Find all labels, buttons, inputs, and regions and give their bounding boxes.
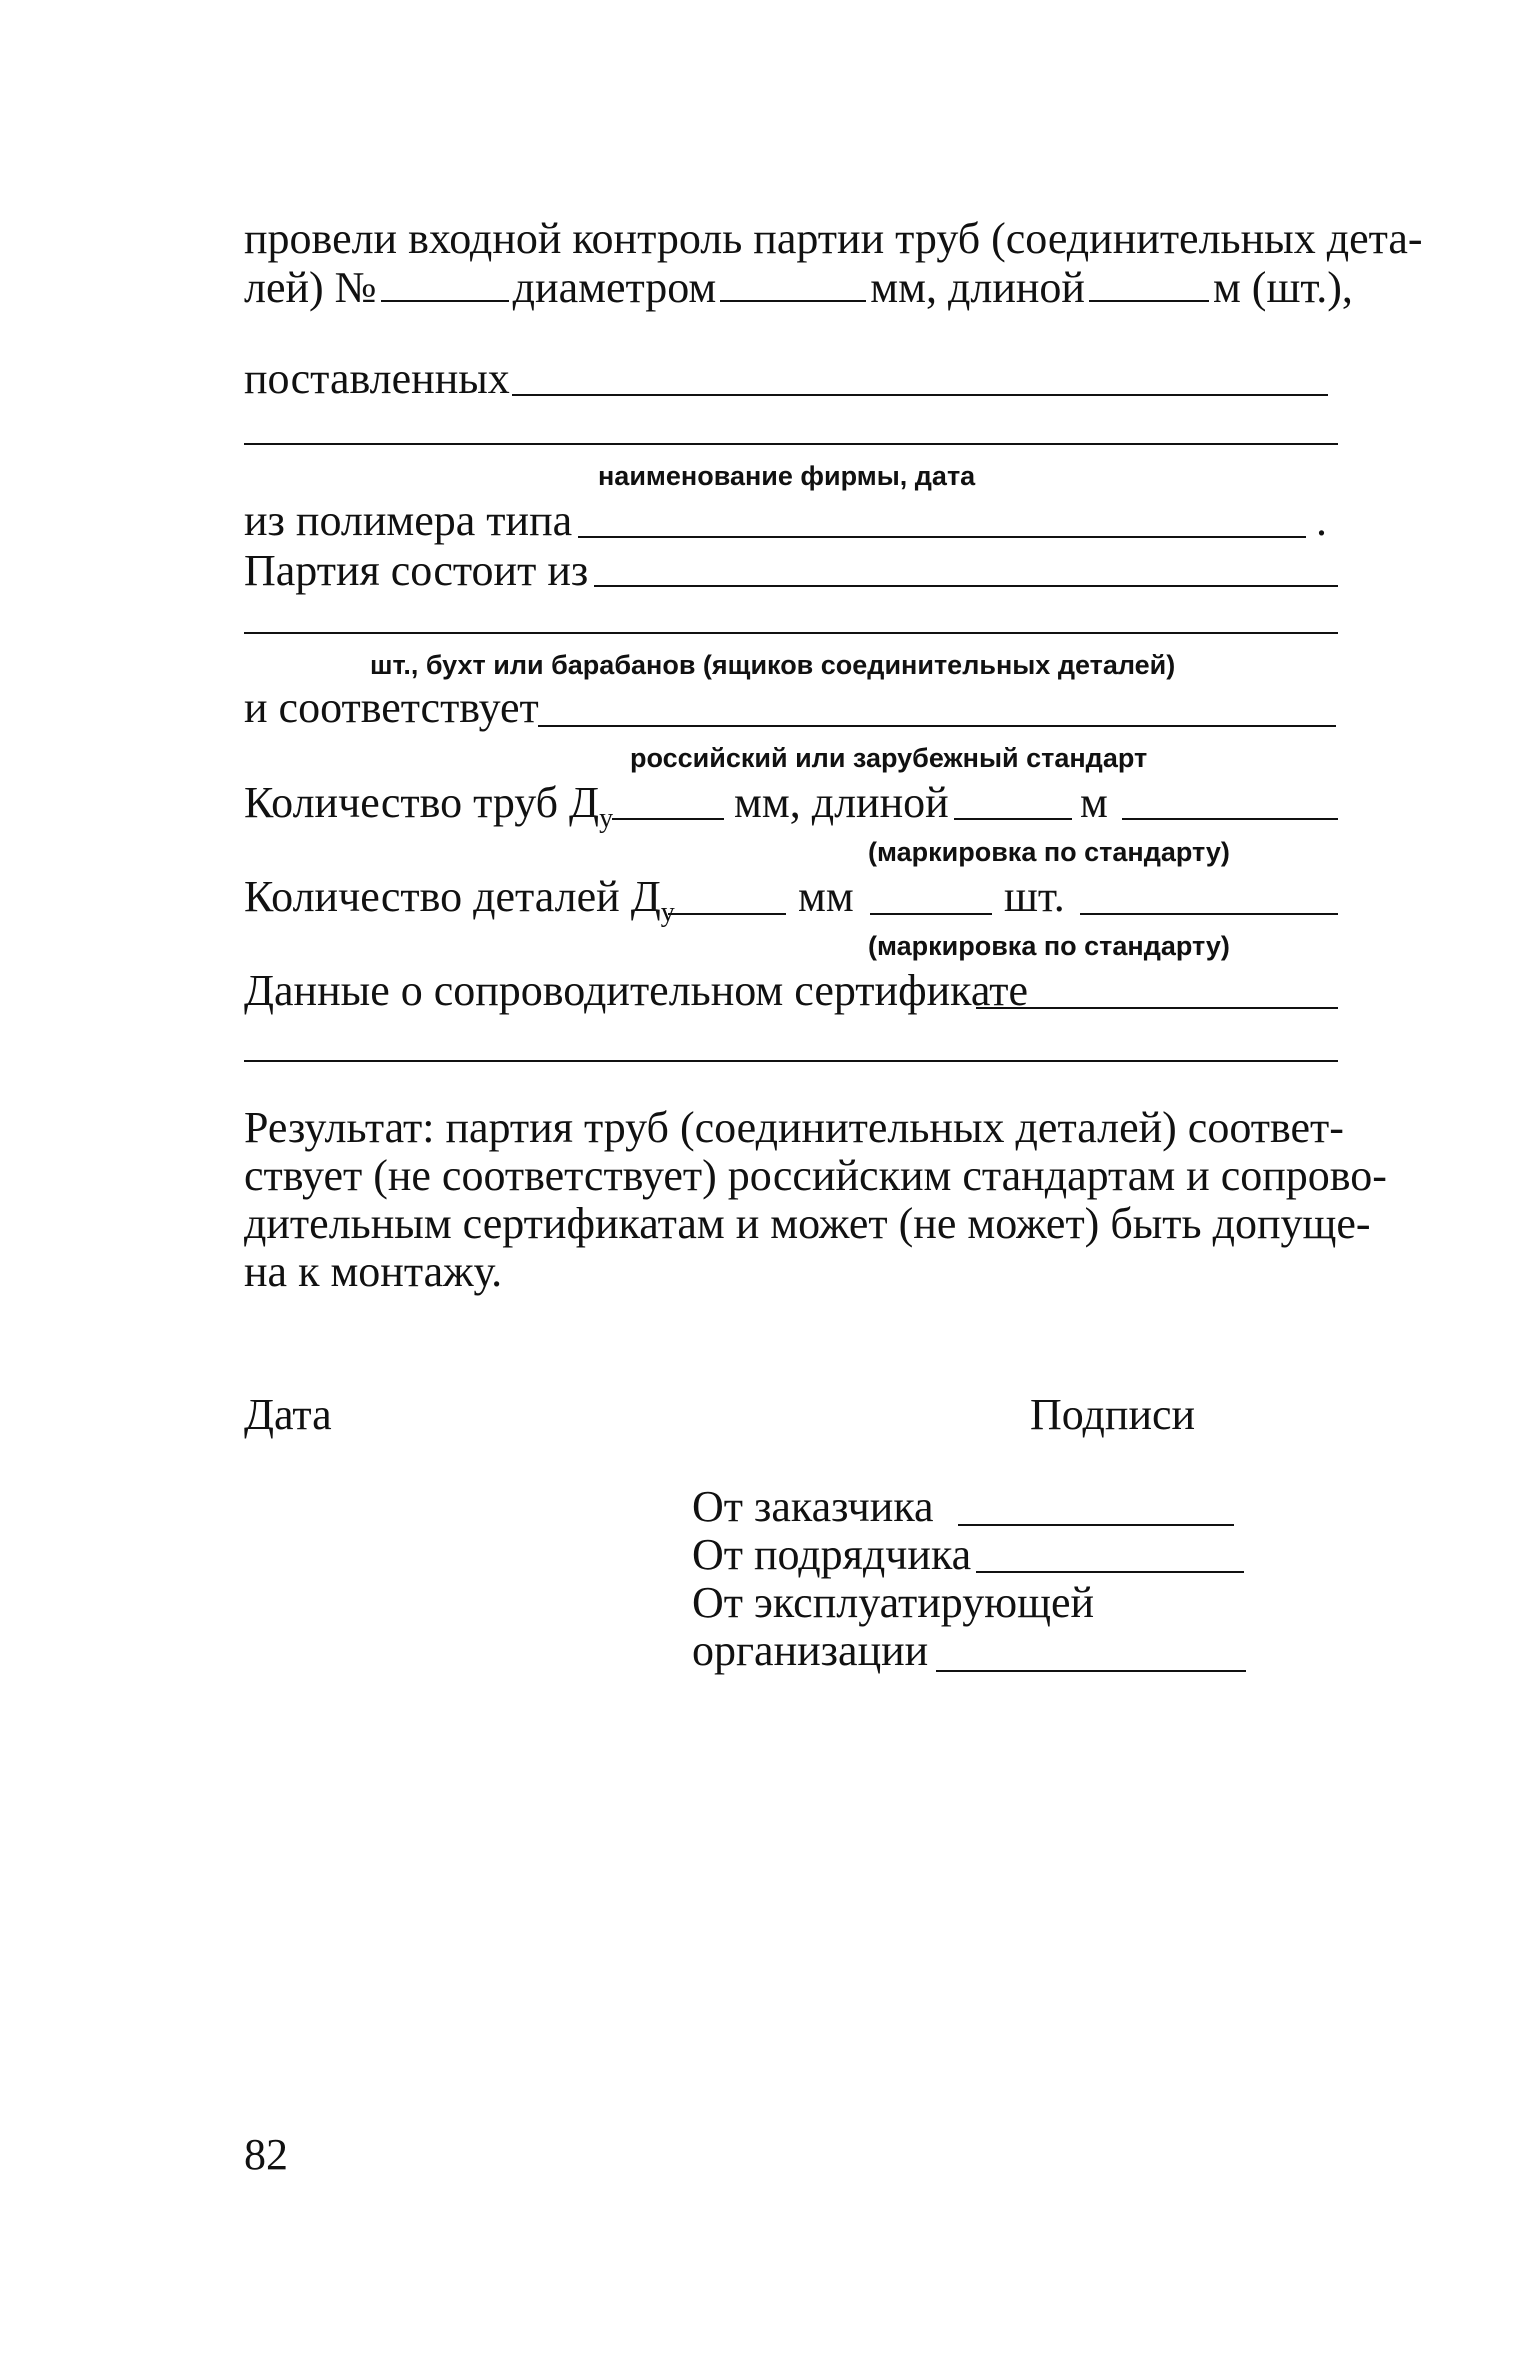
form-line-1 — [244, 214, 1423, 264]
contractor-signature-label: От подрядчика — [692, 1530, 972, 1579]
pipes-m-label: м — [1080, 778, 1108, 827]
parts-mm-label: мм — [798, 872, 854, 921]
form-text: провели входной контроль партии труб (соединительных дета- — [244, 214, 1423, 263]
pipes-diameter-blank[interactable] — [612, 818, 724, 820]
polymer-line — [244, 496, 572, 546]
result-line-4: на к монтажу. — [244, 1247, 503, 1296]
cert-blank-2[interactable] — [244, 1060, 1338, 1062]
pipes-line — [244, 778, 614, 834]
pipes-marking-blank[interactable] — [1122, 818, 1338, 820]
result-line-1: Результат: партия труб (соединительных деталей) соответ- — [244, 1103, 1344, 1152]
units-label: м (шт.), — [1212, 263, 1353, 312]
length-label: мм, длиной — [870, 263, 1085, 312]
batch-blank[interactable] — [594, 585, 1338, 587]
operator-signature-label-2: организации — [692, 1626, 929, 1675]
complies-line — [244, 683, 539, 733]
supplied-label: поставленных — [244, 354, 510, 403]
count-caption: шт., бухт или барабанов (ящиков соединительных деталей) — [370, 650, 1176, 680]
parts-diameter-blank[interactable] — [668, 913, 786, 915]
parts-marking-blank[interactable] — [1080, 913, 1338, 915]
page-number: 82 — [244, 2130, 288, 2179]
batch-number-blank[interactable] — [381, 262, 509, 302]
form-line-2 — [244, 262, 1353, 313]
standard-blank[interactable] — [538, 725, 1336, 727]
cert-line — [244, 966, 1028, 1016]
result-line-3: дительным сертификатам и может (не может) быть допуще- — [244, 1199, 1371, 1248]
pipes-subscript: у — [599, 803, 614, 834]
date-label: Дата — [244, 1390, 332, 1439]
polymer-period: . — [1316, 496, 1327, 545]
cert-blank[interactable] — [976, 1007, 1338, 1009]
parts-subscript: у — [660, 897, 675, 928]
batch-number-label: лей) № — [244, 263, 377, 312]
customer-signature-label: От заказчика — [692, 1482, 934, 1531]
cert-label: Данные о сопроводительном сертификате — [244, 966, 1028, 1015]
pipes-label: Количество труб Д — [244, 778, 600, 827]
result-line-2: ствует (не соответствует) российским стандартам и сопрово- — [244, 1151, 1387, 1200]
polymer-blank[interactable] — [578, 536, 1306, 538]
firm-caption: наименование фирмы, дата — [598, 461, 976, 491]
result-paragraph — [244, 1103, 1387, 1296]
diameter-label: диаметром — [512, 263, 717, 312]
supplied-blank[interactable] — [512, 394, 1328, 396]
parts-pcs-label: шт. — [1004, 872, 1065, 921]
parts-label: Количество деталей Д — [244, 872, 661, 921]
pipes-length-blank[interactable] — [954, 818, 1072, 820]
marking-caption-1: (маркировка по стандарту) — [868, 837, 1230, 867]
parts-count-blank[interactable] — [870, 913, 992, 915]
batch-blank-2[interactable] — [244, 632, 1338, 634]
diameter-blank[interactable] — [720, 262, 866, 302]
batch-label: Партия состоит из — [244, 546, 589, 595]
signatures-label: Подписи — [1030, 1390, 1196, 1439]
batch-line — [244, 546, 588, 596]
standard-caption: российский или зарубежный стандарт — [630, 743, 1148, 773]
parts-line — [244, 872, 675, 928]
supplied-line — [244, 354, 510, 404]
marking-caption-2: (маркировка по стандарту) — [868, 931, 1230, 961]
polymer-label: из полимера типа — [244, 496, 573, 545]
operator-signature-blank[interactable] — [936, 1670, 1246, 1672]
operator-signature-label-1: От эксплуатирующей — [692, 1578, 1095, 1627]
supplied-blank-2[interactable] — [244, 443, 1338, 445]
pipes-mm-label: мм, длиной — [734, 778, 949, 827]
contractor-signature-blank[interactable] — [976, 1571, 1244, 1573]
complies-label: и соответствует — [244, 683, 539, 732]
length-blank[interactable] — [1089, 262, 1209, 302]
customer-signature-blank[interactable] — [958, 1524, 1234, 1526]
